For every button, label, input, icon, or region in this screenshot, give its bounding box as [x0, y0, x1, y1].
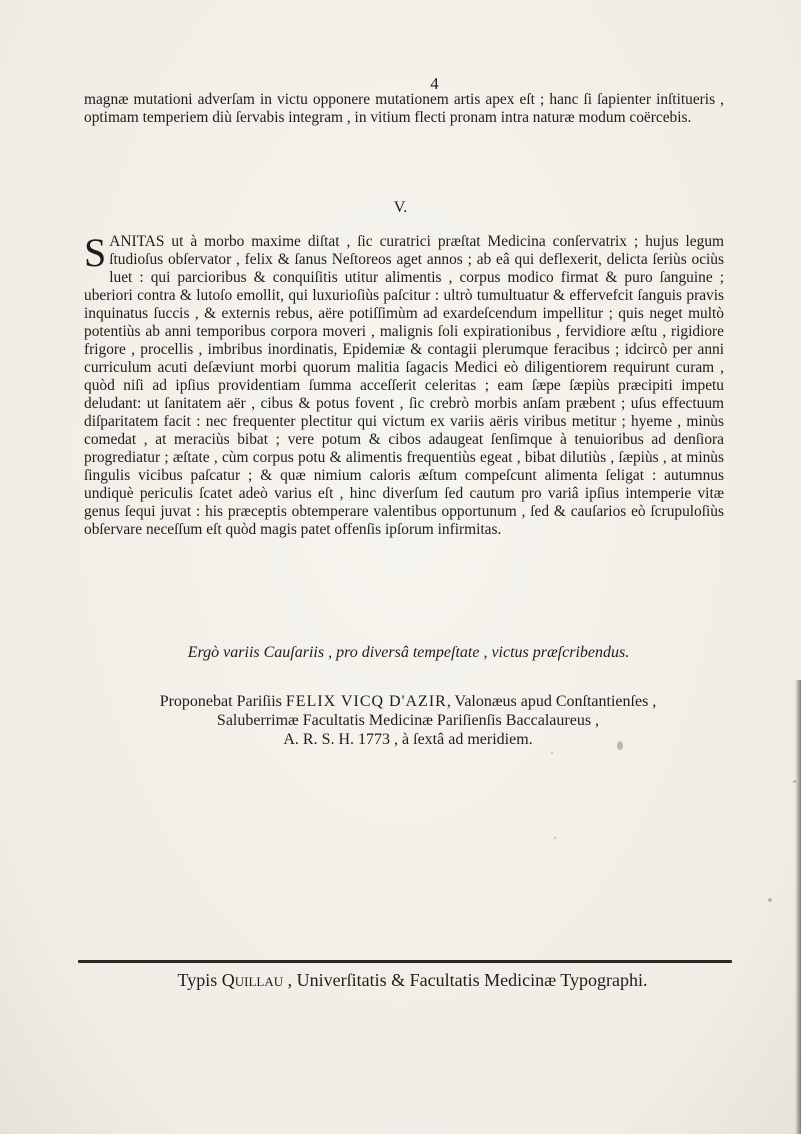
intro-paragraph: magnæ mutationi adverſam in victu opponere mutationem artis apex eſt ; hanc ſi ſapienter inſtitueris , optimam temperiem diù ſervabis integram , in vitium flecti pronam intra naturæ modum coërcebis.	[84, 91, 724, 126]
paper-speck	[554, 837, 556, 839]
main-paragraph	[84, 230, 724, 539]
author-name: FELIX VICQ D'AZIR	[285, 693, 447, 710]
printer-name: Quillau	[221, 970, 284, 990]
horizontal-rule	[78, 960, 732, 963]
section-number: V.	[393, 199, 408, 216]
paper-speck	[768, 898, 772, 902]
printer-imprint	[0, 970, 801, 991]
defense-notice	[78, 692, 738, 749]
page-edge-shadow	[795, 680, 801, 1134]
defense-line-3: A. R. S. H. 1773 , à ſextâ ad meridiem.	[283, 731, 533, 748]
defense-line-1	[78, 692, 738, 711]
thesis-statement: Ergò variis Cauſariis , pro diversâ tempeſtate , victus præſcribendus.	[187, 644, 630, 661]
paper-speck	[551, 752, 553, 754]
defense-prefix: Proponebat Pariſiis	[159, 693, 282, 710]
page-number: 4	[430, 74, 439, 93]
defense-line-2: Saluberrimæ Facultatis Medicinæ Pariſienſis Baccalaureus ,	[216, 712, 600, 729]
main-paragraph-text: ANITAS ut à morbo maxime diſtat , ſic curatrici præſtat Medicina conſervatrix ; hujus legum ſtudioſus obſervator , felix & ſanus Neſtoreos aget annos ; ab eâ qui deflexerit, delicta ſeriùs ociùs luet : qui parcioribus & conquiſitis utitur alimentis , corpus modico firmat & puro ſanguine ; uberiori contra & lutoſo emollit, qui luxurioſiùs paſcitur : ultrò tumultuatur & effervefcit ſanguis pravis inquinatus ſuccis , & externis rebus, aëre potiſſimùm ad exardeſcendum impellitur ; quis neget multò potentiùs ab anni temporibus corpora moveri , malignis ſoli expirationibus , fervidiore æſtu , rigidiore frigore , procellis , imbribus inordinatis, Epidemiæ & contagii plerumque feracibus ; idcircò per anni curriculum acuti deſæviunt morbi quorum malitia ſagacis Medici eò diligentiorem requirunt curam , quòd niſi ad ipſius providentiam ſumma acceſſerit celeritas ; eam ſæpe ſæpiùs præcipiti impetu deludant: ut ſanitatem aër , cibus & potus fovent , ſic crebrò morbis anſam præbent ; uſus effectuum diſparitatem facit : nec frequenter plectitur qui victum ex variis aëris viribus metitur ; hyeme , minùs comedat , at meraciùs bibat ; vere potum & cibos adaugeat ſenſimque à tenuioribus ad denſiora progrediatur ; æſtate , cùm corpus potu & alimentis frequentiùs egeat , bibat dilutiùs , ſæpiùs , at minùs ſingulis vicibus paſcatur ; & quæ nimium caloris æſtum compeſcunt alimenta ſeligat : autumnus undiquè periculis ſcatet adeò varius eſt , hinc diverſum ſed cautum pro variâ ipſius intemperie vitæ genus ſequi juvat : his præceptis obtemperare valentibus opportunum , ſed & cauſarios eò ſcrupuloſiùs obſervare neceſſum eſt quòd magis patet offenſis ipſorum infirmitas.	[84, 233, 724, 538]
defense-suffix: , Valonæus apud Conſtantienſes ,	[446, 693, 657, 710]
paper-speck	[617, 741, 623, 750]
printer-prefix: Typis	[177, 970, 218, 990]
drop-capital: S	[84, 230, 107, 275]
printer-suffix: , Univerſitatis & Facultatis Medicinæ Typographi.	[287, 970, 648, 990]
